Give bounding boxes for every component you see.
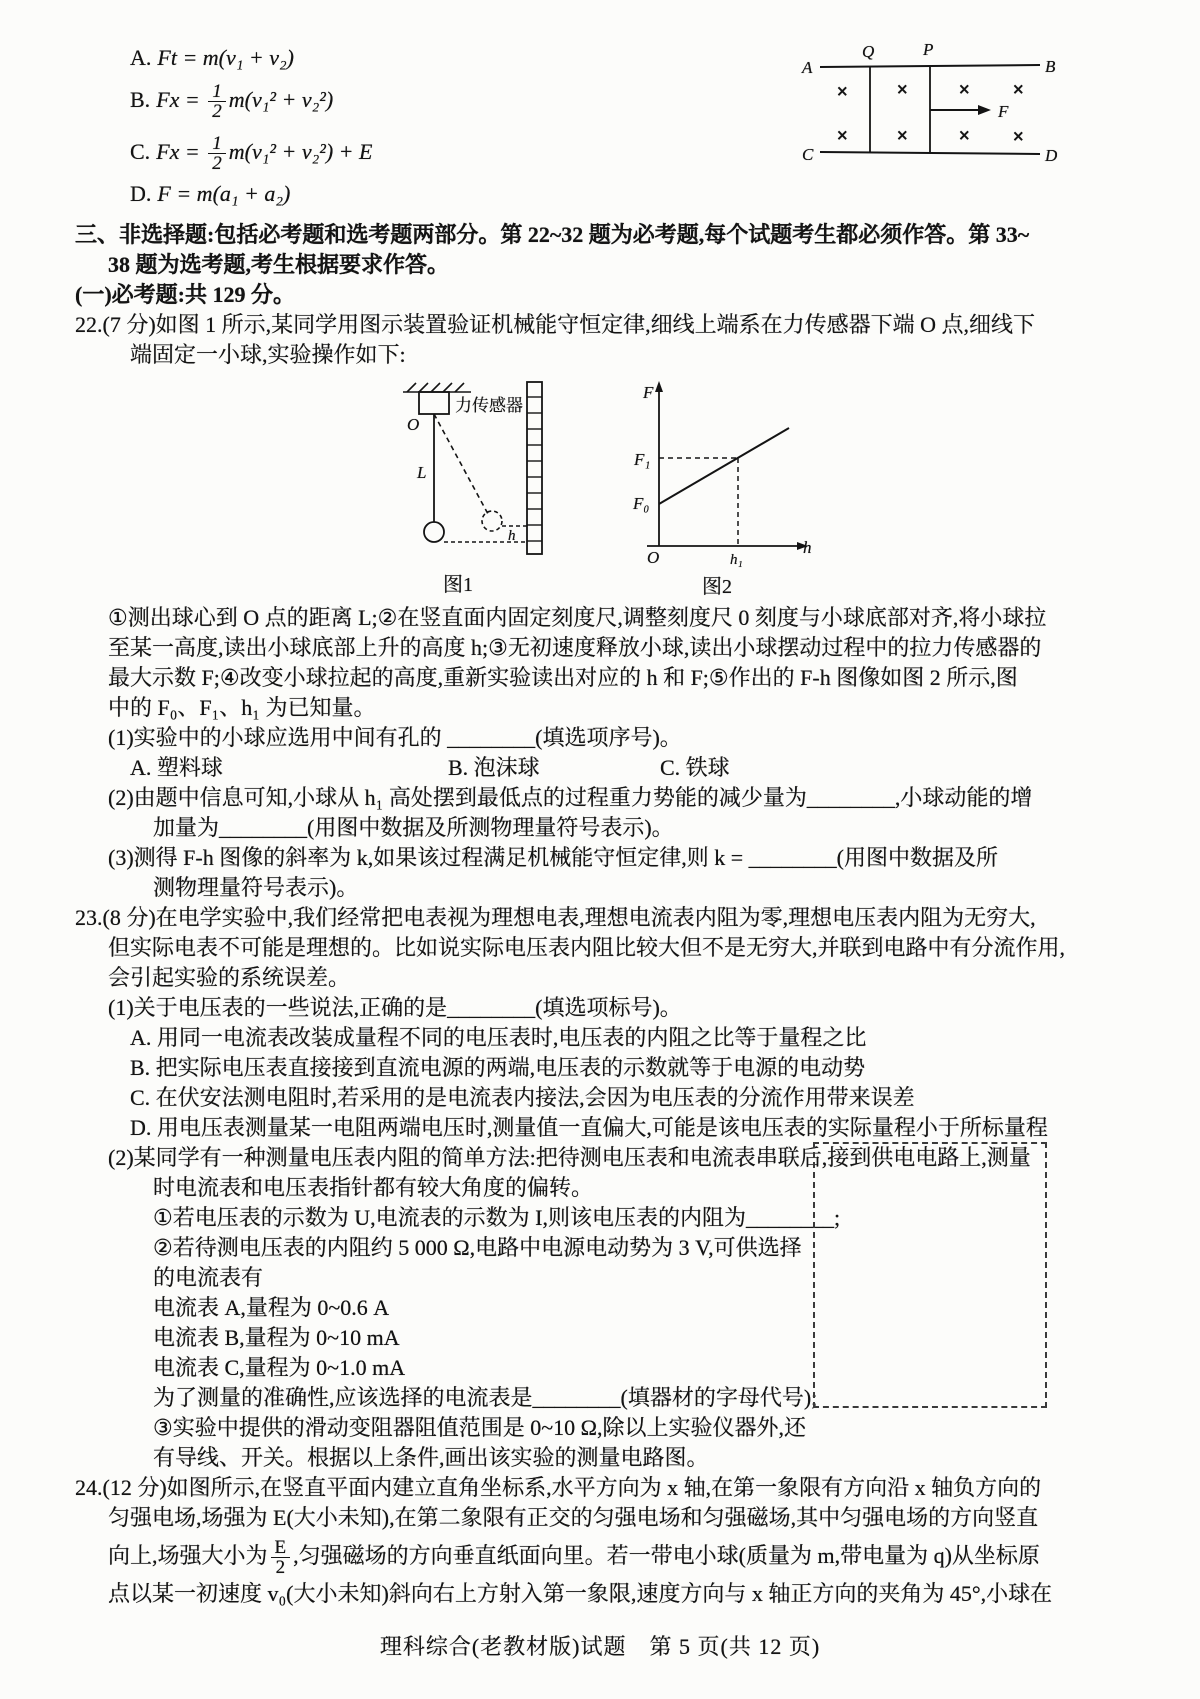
q23-ammeter-b: 电流表 B,量程为 0~10 mA [153,1325,400,1350]
option-b-formula: Fx = $\frac{1}{2}$ m(v₁² + v₂²) [156,80,334,123]
q22-line2: 端固定一小球,实验操作如下: [130,342,406,367]
q22-choice-plastic: A. 塑料球 [130,755,223,780]
svg-text:×: × [836,126,849,144]
ruler [527,382,542,554]
q23-sub2-line1: (2)某同学有一种测量电压表内阻的简单方法:把待测电压表和电流表串联后,接到供电电路上,测量 [108,1145,1031,1170]
option-d-formula: F = m(a₁ + a₂) [157,181,291,206]
q22-sub1-choices [75,753,1160,783]
q22-step-line: 中的 F₀、F₁、h₁ 为已知量。 [108,695,376,720]
q22-sub2-line2: 加量为________(用图中数据及所测物理量符号表示)。 [153,815,674,840]
length-l-label: L [417,463,427,482]
q22-step-line: ①测出球心到 O 点的距离 L;②在竖直面内固定刻度尺,调整刻度尺 0 刻度与小球底部对齐,将小球拉 [108,605,1047,630]
origin-label: O [647,548,660,567]
svg-text:×: × [836,82,849,100]
q23-line3: 会引起实验的系统误差。 [108,965,351,990]
q22-choice-iron: C. 铁球 [660,755,730,780]
rail-label-p: P [923,40,934,59]
q23-circled2-line2: 的电流表有 [153,1265,264,1290]
choice-options-block [75,42,1160,210]
q23-ammeter-a: 电流表 A,量程为 0~0.6 A [153,1295,390,1320]
option-a-row [130,42,1160,74]
force-sensor [419,392,449,414]
figure1-box [367,376,549,599]
q22-step-line: 最大示数 F;④改变小球拉起的高度,重新实验读出对应的 h 和 F;⑤作出的 F-h 图像如图 2 所示,图 [108,665,1018,690]
section3-header-line2: 38 题为选考题,考生根据要求作答。 [108,252,450,277]
figure2-box [621,376,813,599]
q24-line2: 匀强电场,场强为 E(大小未知),在第二象限有正交的匀强电场和匀强磁场,其中匀强电场的方向竖直 [108,1505,1039,1530]
q22-choice-foam: B. 泡沫球 [448,755,540,780]
h-axis-label: h [803,538,812,557]
string-raised-dashed [434,414,488,514]
q22-step-line: 至某一高度,读出小球底部上升的高度 h;③无初速度释放小球,读出小球摆动过程中的拉力传感器的 [108,635,1042,660]
stacked-fraction: $\frac{1}{2}$ [208,134,226,175]
figure2-caption: 图2 [702,576,732,598]
q22-sub3-line1: (3)测得 F-h 图像的斜率为 k,如果该过程满足机械能守恒定律,则 k = ________(用图中数据及所 [108,845,998,870]
ball-raised-dashed [482,511,502,531]
q24-line3: 向上,场强大小为 $\frac{E}{2}$ ,匀强磁场的方向垂直纸面向里。若一带电小球(质量为 m,带电量为 q)从坐标原 [108,1536,1040,1579]
f-h-line [659,428,789,504]
height-h-label: h [508,528,516,544]
rail-label-a: A [802,58,813,77]
q22-line1: 22.(7 分)如图 1 所示,某同学用图示装置验证机械能守恒定律,细线上端系在力传感器下端 O 点,细线下 [75,312,1036,337]
option-a-label: A. [130,45,152,70]
pendulum-apparatus-figure [367,376,549,566]
rail-label-b: B [1045,57,1056,76]
q23-ammeter-c: 电流表 C,量程为 0~1.0 mA [153,1355,406,1380]
footer-text: 理科综合(老教材版)试题 第 5 页(共 12 页) [379,1634,821,1659]
svg-text:×: × [896,126,909,144]
stacked-fraction: $\frac{1}{2}$ [208,82,226,123]
ceiling-hatching [403,383,471,392]
option-c-row [130,126,1160,178]
svg-text:×: × [896,80,909,98]
rail-label-d: D [1045,146,1058,165]
q24-line4: 点以某一初速度 v₀(大小未知)斜向右上方射入第一象限,速度方向与 x 轴正方向的夹角为 45°,小球在 [108,1581,1053,1606]
part1-header: (一)必考题:共 129 分。 [75,282,295,307]
q23-circled3-line1: ③实验中提供的滑动变阻器阻值范围是 0~10 Ω,除以上实验仪器外,还 [153,1415,806,1440]
page-footer [0,1630,1200,1661]
q23-circled2-line1: ②若待测电压表的内阻约 5 000 Ω,电路中电源电动势为 3 V,可供选择 [153,1235,802,1260]
option-a-formula: Ft = m(v₁ + v₂) [157,45,294,70]
f-h-graph-figure [621,376,813,568]
f0-label: F₀ [633,494,650,513]
q23-option-d: D. 用电压表测量某一电阻两端电压时,测量值一直偏大,可能是该电压表的实际量程小于所标量程 [130,1115,1048,1140]
option-b-label: B. [130,87,151,112]
svg-text:×: × [958,80,971,98]
q22-sub1: (1)实验中的小球应选用中间有孔的 ________(填选项序号)。 [108,725,682,750]
q23-option-a: A. 用同一电流表改装成量程不同的电压表时,电压表的内阻之比等于量程之比 [130,1025,867,1050]
q23-ammeter-select: 为了测量的准确性,应该选择的电流表是________(填器材的字母代号); [153,1385,818,1410]
q24-line1: 24.(12 分)如图所示,在竖直平面内建立直角坐标系,水平方向为 x 轴,在第一象限有方向沿 x 轴负方向的 [75,1475,1042,1500]
rail-label-c: C [802,145,814,164]
y-axis-arrowhead [655,381,663,392]
f1-label: F₁ [634,450,651,469]
svg-text:×: × [1012,127,1025,145]
section3-header-line1: 三、非选择题:包括必考题和选考题两部分。第 22~32 题为必考题,每个试题考生都必须作答。第 33~ [75,222,1030,247]
rail-label-q: Q [862,42,875,61]
rail-label-f: F [998,102,1009,121]
dashed-guides [659,458,738,546]
q23-circled1: ①若电压表的示数为 U,电流表的示数为 I,则该电压表的内阻为________; [153,1205,841,1230]
option-c-formula: Fx = $\frac{1}{2}$ m(v₁² + v₂²) + E [156,132,373,175]
q22-sub3-line2: 测物理量符号表示)。 [153,875,359,900]
option-c-label: C. [130,139,151,164]
q23-sub1: (1)关于电压表的一些说法,正确的是________(填选项标号)。 [108,995,682,1020]
q22-sub2-line1: (2)由题中信息可知,小球从 h₁ 高处摆到最低点的过程重力势能的减少量为________,小球动能的增 [108,785,1033,810]
q23-line2: 但实际电表不可能是理想的。比如说实际电压表内阻比较大但不是无穷大,并联到电路中有分流作用, [108,935,1066,960]
f-axis-label: F [643,383,654,402]
option-d-row [130,178,1160,210]
svg-text:×: × [1012,80,1025,98]
option-b-row [130,74,1160,126]
q23-option-c: C. 在伏安法测电阻时,若采用的是电流表内接法,会因为电压表的分流作用带来误差 [130,1085,915,1110]
q23-line1: 23.(8 分)在电学实验中,我们经常把电表视为理想电表,理想电流表内阻为零,理想电压表内阻为无穷大, [75,905,1036,930]
point-o-label: O [407,415,420,434]
force-sensor-label: 力传感器 [455,396,523,415]
circuit-drawing-box [813,1142,1047,1408]
svg-text:×: × [958,126,971,144]
q23-circled3-line2: 有导线、开关。根据以上条件,画出该实验的测量电路图。 [153,1445,709,1470]
option-d-label: D. [130,181,152,206]
figure1-caption: 图1 [443,574,473,596]
ball-lowest [424,522,444,542]
q23-option-b: B. 把实际电压表直接接到直流电源的两端,电压表的示数就等于电源的电动势 [130,1055,866,1080]
stacked-fraction: $\frac{E}{2}$ [271,1538,291,1579]
q23-sub2-line2: 时电流表和电压表指针都有较大角度的偏转。 [153,1175,594,1200]
h1-label: h₁ [730,552,743,568]
q22-figures [367,376,1160,599]
